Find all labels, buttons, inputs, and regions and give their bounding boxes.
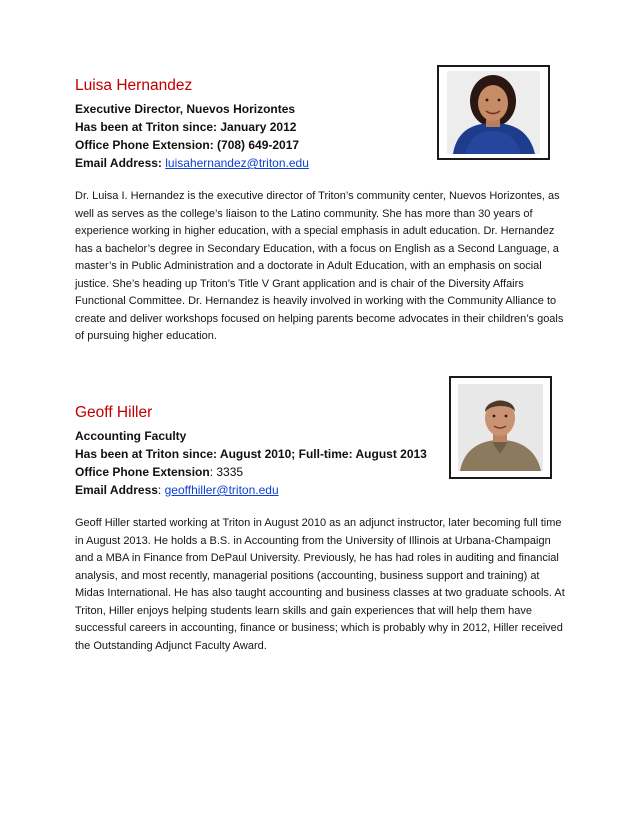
email-link[interactable]: luisahernandez@triton.edu (165, 156, 309, 170)
email-link[interactable]: geoffhiller@triton.edu (164, 483, 279, 497)
profile-since: Has been at Triton since: August 2010; Full-time: August 2013 (75, 447, 427, 461)
portrait-photo-geoff (458, 384, 543, 471)
portrait-frame-geoff (449, 376, 552, 479)
profile-title: Accounting Faculty (75, 429, 187, 443)
portrait-frame-luisa (437, 65, 550, 160)
portrait-photo-luisa (447, 71, 540, 154)
phone-label: Office Phone Extension (75, 465, 210, 479)
profile-since: Has been at Triton since: January 2012 (75, 120, 297, 134)
email-label: Email Address (75, 483, 158, 497)
profile-phone: Office Phone Extension: (708) 649-2017 (75, 138, 300, 152)
profile-title: Executive Director, Nuevos Horizontes (75, 102, 296, 116)
profile-bio: Dr. Luisa I. Hernandez is the executive director of Triton’s community center, Nuevos Horizontes, as well as serves as the college’s liaison to the Latino community. She has more than 30 years of experience working in higher education, with a special emphasis in adult education. Dr. Hernandez has a bachelor’s degree in Secondary Education, with a focus on English as a Second Language, a master’s in Public Administration and a doctorate in Adult Education, with an emphasis on social justice. She’s heading up Triton’s Title V Grant application and is chair of the Diversity Affairs Functional Committee. Dr. Hernandez is heavily involved in working with the Community Alliance to create and deliver workshops focused on helping parents become advocates in their children’s goals of pursuing higher education. (75, 190, 564, 342)
profile-bio: Geoff Hiller started working at Triton in August 2010 as an adjunct instructor, later becoming full time in August 2013. He holds a B.S. in Accounting from the University of Illinois at Urbana-Champaign and a MBA in Finance from DePaul University. Previously, he has had roles in auditing and financial analysis, and most recently, managerial positions (accounting, business support and training) at Midas International. He has also taught accounting and business classes at two graduate schools. At Triton, Hiller enjoys helping students learn skills and gain experiences that will help them have successful careers in accounting, finance or business; which is probably why in 2012, Hiller received the Outstanding Adjunct Faculty Award. (75, 517, 565, 652)
email-label: Email Address: (75, 156, 166, 170)
phone-value: : 3335 (209, 465, 244, 479)
email-separator: : (157, 483, 165, 497)
profile-name: Luisa Hernandez (75, 77, 193, 94)
profile-email-line (75, 481, 565, 499)
profile-name: Geoff Hiller (75, 404, 153, 421)
